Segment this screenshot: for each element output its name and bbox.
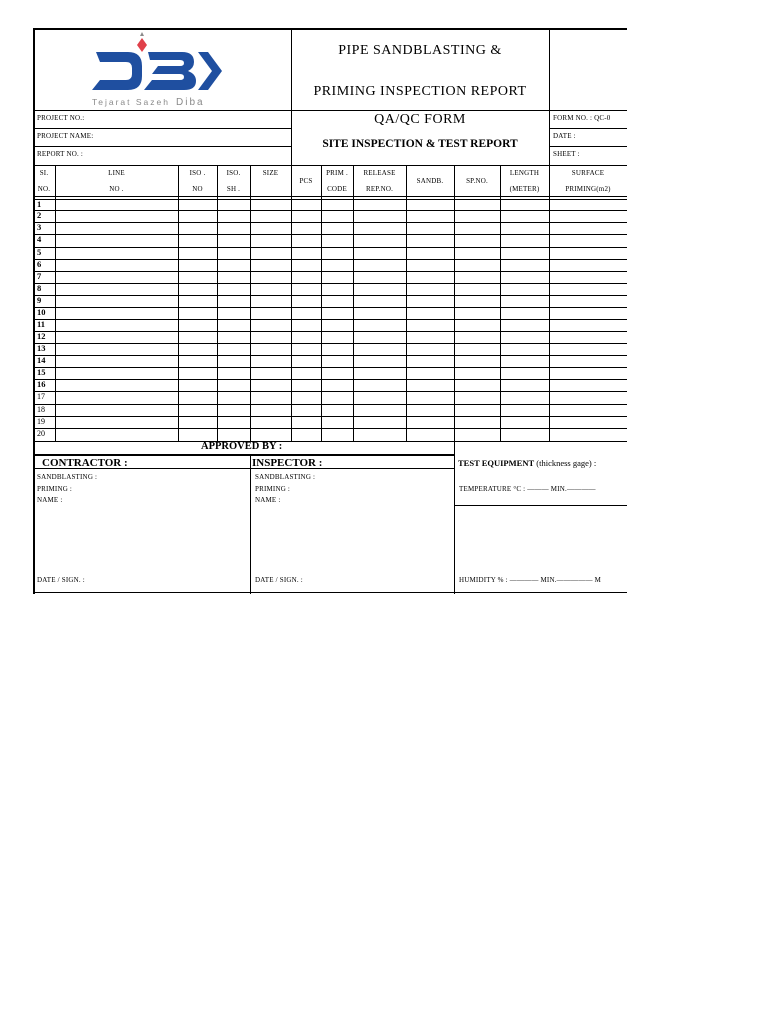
logo-tagline: Tejarat Sazeh bbox=[92, 97, 170, 107]
column-divider bbox=[454, 166, 455, 441]
column-header-bottom: NO bbox=[192, 185, 203, 193]
column-header-bottom: PRIMING(m2) bbox=[565, 185, 611, 193]
column-header-top: LENGTH bbox=[509, 169, 540, 177]
row-number: 1 bbox=[37, 199, 42, 209]
column-header-top: RELEASE bbox=[363, 169, 396, 177]
header-hline-2 bbox=[33, 128, 291, 129]
inspector-label: INSPECTOR : bbox=[252, 457, 323, 469]
column-header: PCS bbox=[299, 177, 313, 185]
column-header-bottom: NO . bbox=[109, 185, 124, 193]
column-header: SANDB. bbox=[416, 177, 444, 185]
column-header-bottom: SH . bbox=[226, 185, 241, 193]
contractor-date-sign: DATE / SIGN. : bbox=[37, 576, 85, 584]
inspector-name: NAME : bbox=[255, 496, 281, 504]
row-number: 20 bbox=[37, 429, 45, 438]
column-divider bbox=[353, 166, 354, 441]
row-number: 7 bbox=[37, 271, 42, 281]
table-row-line bbox=[33, 428, 627, 429]
table-row-line bbox=[33, 404, 627, 405]
row-number: 11 bbox=[37, 319, 46, 329]
row-number: 2 bbox=[37, 210, 42, 220]
logo-chevron bbox=[198, 52, 222, 90]
column-header-top: SI. bbox=[39, 169, 49, 177]
table-row-line bbox=[33, 210, 627, 211]
column-header: SIZE bbox=[262, 169, 279, 177]
form-no-label: FORM NO. : QC-0 bbox=[553, 114, 611, 122]
header-hline-3 bbox=[549, 128, 627, 129]
table-row-line bbox=[33, 343, 627, 344]
table-row-line bbox=[33, 331, 627, 332]
logo-name: Diba bbox=[176, 97, 205, 108]
table-row-line bbox=[33, 307, 627, 308]
row-number: 18 bbox=[37, 405, 45, 414]
inspector-priming: PRIMING : bbox=[255, 485, 291, 493]
header-hline-5 bbox=[549, 146, 627, 147]
table-row-line bbox=[33, 391, 627, 392]
date-label: DATE : bbox=[553, 132, 576, 140]
table-row-line bbox=[33, 379, 627, 380]
table-row-line bbox=[33, 283, 627, 284]
header-hline-6 bbox=[33, 165, 627, 166]
test-equipment-label bbox=[458, 459, 596, 468]
table-row-line bbox=[33, 234, 627, 235]
table-row-line bbox=[33, 295, 627, 296]
column-header-bottom: (METER) bbox=[509, 185, 540, 193]
table-row-line bbox=[33, 259, 627, 260]
table-row-line bbox=[33, 355, 627, 356]
company-logo bbox=[90, 30, 230, 108]
column-divider bbox=[549, 166, 550, 441]
test-equipment-hline bbox=[454, 505, 627, 506]
footer-divider-1 bbox=[250, 454, 251, 594]
table-header-bottom-2 bbox=[33, 199, 627, 200]
column-header-top: ISO. bbox=[226, 169, 241, 177]
table-row-line bbox=[33, 271, 627, 272]
column-header-bottom: REP.NO. bbox=[365, 185, 394, 193]
row-number: 8 bbox=[37, 283, 42, 293]
column-divider bbox=[500, 166, 501, 441]
row-number: 12 bbox=[37, 331, 46, 341]
sheet-label: SHEET : bbox=[553, 150, 580, 158]
column-header-top: ISO . bbox=[189, 169, 206, 177]
column-header-bottom: NO. bbox=[37, 185, 51, 193]
project-name-label: PROJECT NAME: bbox=[37, 132, 94, 140]
footer-divider-2 bbox=[454, 441, 455, 594]
contractor-name: NAME : bbox=[37, 496, 63, 504]
column-header-bottom: CODE bbox=[327, 185, 347, 193]
table-row-line bbox=[33, 222, 627, 223]
logo-diamond bbox=[137, 38, 147, 52]
form-border-left bbox=[33, 28, 35, 594]
logo-letter-d bbox=[92, 52, 142, 90]
logo-letter-b bbox=[144, 52, 196, 90]
table-row-line bbox=[33, 367, 627, 368]
report-title-line2: PRIMING INSPECTION REPORT bbox=[313, 84, 527, 99]
test-equipment-title: TEST EQUIPMENT bbox=[458, 458, 535, 468]
row-number: 19 bbox=[37, 417, 45, 426]
row-number: 17 bbox=[37, 392, 45, 401]
table-row-line bbox=[33, 247, 627, 248]
column-header: SP.NO. bbox=[466, 177, 488, 185]
humidity-field: HUMIDITY % : ———— MIN.————— M bbox=[459, 576, 602, 584]
header-hline-1 bbox=[33, 110, 627, 111]
row-number: 3 bbox=[37, 222, 42, 232]
inspector-date-sign: DATE / SIGN. : bbox=[255, 576, 303, 584]
contractor-label: CONTRACTOR : bbox=[42, 457, 128, 469]
column-divider bbox=[250, 166, 251, 441]
row-number: 16 bbox=[37, 379, 46, 389]
logo-mark bbox=[90, 30, 230, 108]
column-header-top: LINE bbox=[108, 169, 125, 177]
temperature-field: TEMPERATURE °C : ——— MIN.———— bbox=[459, 485, 596, 493]
row-number: 9 bbox=[37, 295, 42, 305]
approved-hline bbox=[33, 441, 627, 442]
qaqc-form-label: QA/QC FORM bbox=[374, 112, 466, 127]
column-divider bbox=[291, 166, 292, 441]
test-equipment-note: (thickness gage) : bbox=[536, 458, 597, 468]
row-number: 5 bbox=[37, 247, 42, 257]
approved-by-label: APPROVED BY : bbox=[201, 441, 283, 452]
inspection-report-form bbox=[33, 28, 627, 594]
header-hline-4 bbox=[33, 146, 291, 147]
project-no-label: PROJECT NO.: bbox=[37, 114, 85, 122]
column-divider bbox=[321, 166, 322, 441]
column-divider bbox=[217, 166, 218, 441]
row-number: 10 bbox=[37, 307, 46, 317]
row-number: 15 bbox=[37, 367, 46, 377]
table-row-line bbox=[33, 319, 627, 320]
row-number: 4 bbox=[37, 234, 42, 244]
form-border-bottom bbox=[33, 592, 627, 594]
site-inspection-label: SITE INSPECTION & TEST REPORT bbox=[322, 138, 518, 150]
report-title-line1: PIPE SANDBLASTING & bbox=[338, 43, 502, 58]
row-number: 6 bbox=[37, 259, 42, 269]
column-divider bbox=[178, 166, 179, 441]
column-divider bbox=[55, 166, 56, 441]
table-row-line bbox=[33, 416, 627, 417]
row-number: 13 bbox=[37, 343, 46, 353]
column-header-top: PRIM . bbox=[326, 169, 348, 177]
report-no-label: REPORT NO. : bbox=[37, 150, 83, 158]
column-header-top: SURFACE bbox=[571, 169, 605, 177]
contractor-priming: PRIMING : bbox=[37, 485, 73, 493]
column-divider bbox=[406, 166, 407, 441]
row-number: 14 bbox=[37, 355, 46, 365]
contractor-sandblasting: SANDBLASTING : bbox=[37, 473, 98, 481]
approved-hline-2 bbox=[33, 454, 454, 456]
inspector-sandblasting: SANDBLASTING : bbox=[255, 473, 316, 481]
table-header-bottom bbox=[33, 196, 627, 197]
